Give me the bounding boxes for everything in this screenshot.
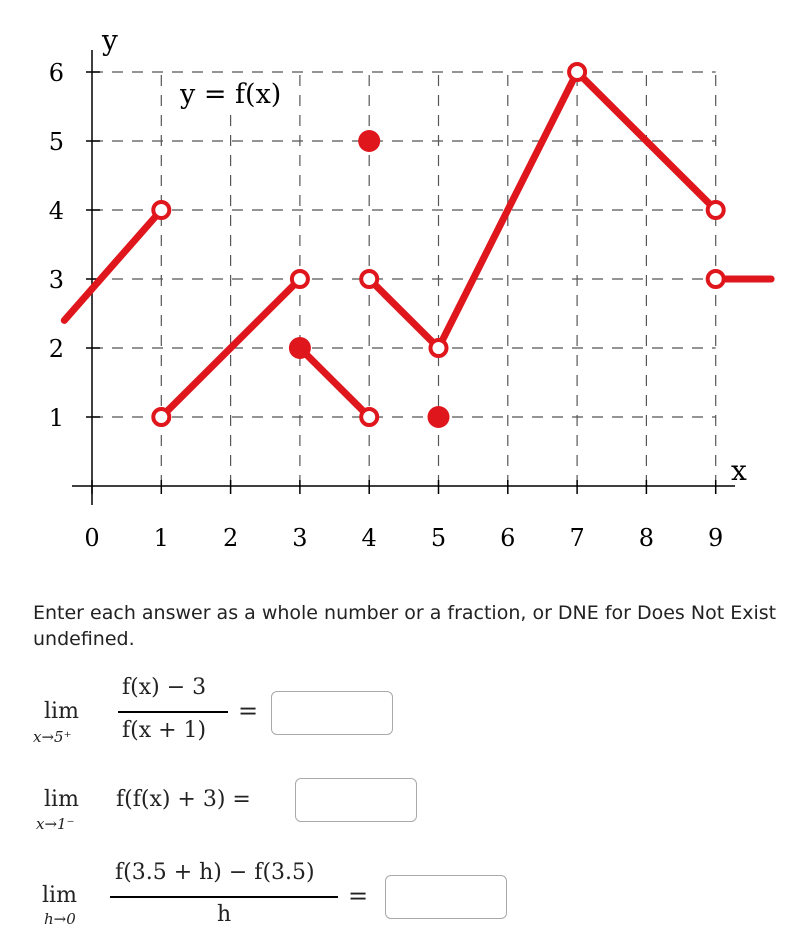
open-point	[361, 271, 377, 287]
x-tick-label: 4	[361, 524, 377, 552]
instructions	[33, 600, 812, 652]
x-tick-label: 3	[292, 524, 308, 552]
open-point	[708, 202, 724, 218]
axes	[72, 50, 735, 505]
curve-segment	[64, 210, 161, 320]
x-tick-label: 6	[500, 524, 516, 552]
y-tick-label: 6	[48, 59, 64, 87]
q1-fraction-bar	[118, 711, 228, 713]
grid-lines	[92, 72, 716, 486]
x-tick-label: 2	[222, 524, 239, 552]
q1-denominator: f(x + 1)	[122, 718, 207, 743]
q2-lim: lim	[44, 787, 79, 812]
q3-fraction-bar	[110, 896, 338, 898]
y-tick-label: 4	[48, 197, 64, 225]
function-label: y = f(x)	[180, 79, 282, 110]
q1-lim: lim	[44, 699, 79, 724]
q3-lim-subscript: h→0	[44, 910, 76, 928]
open-point	[361, 409, 377, 425]
instructions-line-2: undefined.	[33, 628, 135, 650]
q2-answer-input[interactable]	[295, 778, 417, 822]
x-tick-label: 7	[569, 524, 585, 552]
open-point	[153, 202, 169, 218]
instructions-line-1: Enter each answer as a whole number or a fraction, or DNE for Does Not Exist	[33, 602, 777, 624]
y-axis-label: y	[102, 24, 118, 57]
y-tick-label: 5	[48, 128, 64, 156]
y-tick-label: 1	[48, 404, 64, 432]
x-tick-label: 1	[153, 524, 169, 552]
tick-labels	[49, 59, 724, 552]
filled-point	[358, 130, 380, 152]
filled-point	[428, 406, 450, 428]
x-tick-label: 5	[430, 524, 447, 552]
q2-expression: f(f(x) + 3) =	[116, 787, 251, 812]
open-point	[569, 64, 585, 80]
filled-point	[289, 337, 311, 359]
q1-answer-input[interactable]	[271, 691, 393, 735]
q3-numerator: f(3.5 + h) − f(3.5)	[115, 860, 315, 885]
y-tick-label: 2	[48, 335, 64, 363]
open-point	[292, 271, 308, 287]
q1-equals: =	[238, 697, 259, 725]
tick-marks	[86, 72, 716, 494]
curve-segment	[300, 348, 369, 417]
x-axis-label: x	[731, 454, 747, 487]
open-point	[708, 271, 724, 287]
x-tick-label: 0	[84, 524, 100, 552]
q3-equals: =	[348, 882, 369, 910]
q3-answer-input[interactable]	[385, 875, 507, 919]
open-point	[153, 409, 169, 425]
x-tick-label: 8	[638, 524, 655, 552]
y-tick-label: 3	[48, 266, 64, 294]
x-tick-label: 9	[708, 524, 724, 552]
q1-lim-subscript: x→5⁺	[33, 728, 72, 746]
curve-segment	[369, 279, 438, 348]
q3-lim: lim	[42, 883, 77, 908]
q2-lim-subscript: x→1⁻	[36, 815, 75, 833]
open-point	[431, 340, 447, 356]
function-curve	[64, 72, 771, 417]
q1-numerator: f(x) − 3	[122, 675, 207, 700]
q3-denominator: h	[217, 902, 232, 927]
